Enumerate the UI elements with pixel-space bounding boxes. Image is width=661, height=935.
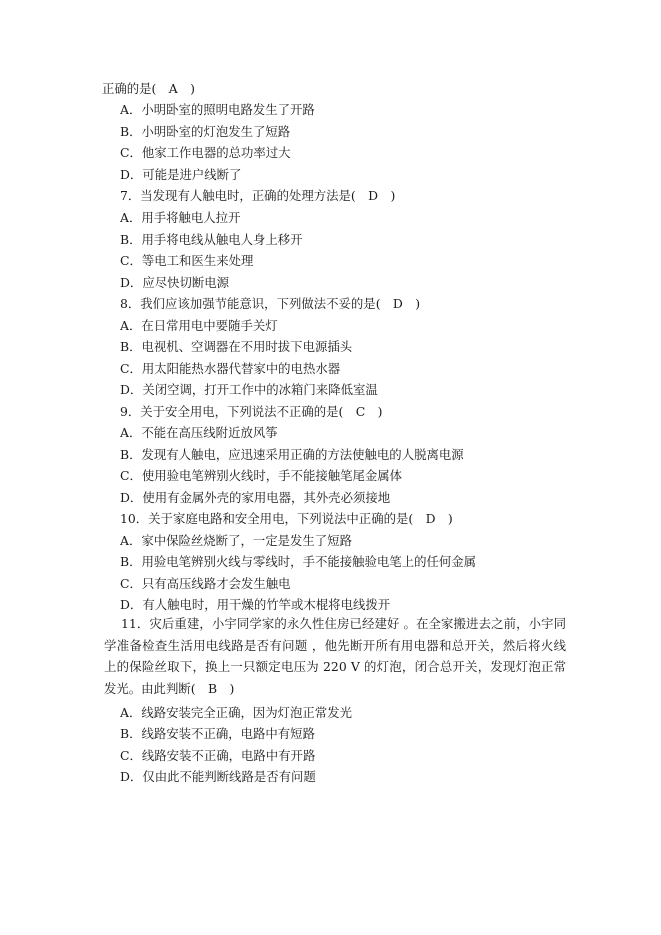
q11-option-a: A．线路安装完全正确，因为灯泡正常发光 bbox=[120, 705, 352, 720]
q9-option-d: D．使用有金属外壳的家用电器，其外壳必须接地 bbox=[120, 490, 391, 505]
q9-option-b: B．发现有人触电，应迅速采用正确的方法使触电的人脱离电源 bbox=[120, 447, 464, 462]
q8-option-a: A．在日常用电中要随手关灯 bbox=[120, 318, 278, 333]
question-11-stem: 11．灾后重建，小宇同学家的永久性住房已经建好 。在全家搬进去之前，小宇同学准备检查生活用电线路是否有问题 ，他先断开所有用电器和总开关，然后将火线上的保险丝取下，换上一只额定电压为 220 V 的灯泡，闭合总开关，发现灯泡正常发光。由此判断( B ) bbox=[104, 616, 566, 696]
q8-option-c: C．用太阳能热水器代替家中的电热水器 bbox=[120, 361, 341, 376]
q9-option-c: C．使用验电笔辨别火线时，手不能接触笔尾金属体 bbox=[120, 468, 403, 483]
question-7-stem: 7．当发现有人触电时，正确的处理方法是( D ) bbox=[120, 188, 396, 203]
option-b: B．小明卧室的灯泡发生了短路 bbox=[120, 124, 291, 139]
q11-option-b: B．线路安装不正确，电路中有短路 bbox=[120, 726, 315, 741]
q10-option-b: B．用验电笔辨别火线与零线时，手不能接触验电笔上的任何金属 bbox=[120, 554, 477, 569]
q11-option-c: C．线路安装不正确，电路中有开路 bbox=[120, 748, 316, 763]
q7-option-c: C．等电工和医生来处理 bbox=[120, 253, 254, 268]
q11-option-d: D．仅由此不能判断线路是否有问题 bbox=[120, 769, 316, 784]
q7-option-d: D．应尽快切断电源 bbox=[120, 275, 230, 290]
q9-option-a: A．不能在高压线附近放风筝 bbox=[120, 425, 278, 440]
q7-option-b: B．用手将电线从触电人身上移开 bbox=[120, 232, 303, 247]
q10-option-c: C．只有高压线路才会发生触电 bbox=[120, 576, 291, 591]
q8-option-d: D．关闭空调，打开工作中的冰箱门来降低室温 bbox=[120, 382, 378, 397]
option-a: A．小明卧室的照明电路发生了开路 bbox=[120, 102, 315, 117]
question-9-stem: 9．关于安全用电，下列说法不正确的是( C ) bbox=[120, 404, 383, 419]
intro-line: 正确的是( A ) bbox=[102, 81, 195, 96]
option-d: D．可能是进户线断了 bbox=[120, 167, 242, 182]
option-c: C．他家工作电器的总功率过大 bbox=[120, 145, 291, 160]
q10-option-d: D．有人触电时，用干燥的竹竿或木棍将电线拨开 bbox=[120, 597, 391, 612]
question-10-stem: 10．关于家庭电路和安全用电，下列说法中正确的是( D ) bbox=[120, 511, 453, 526]
q10-option-a: A．家中保险丝烧断了，一定是发生了短路 bbox=[120, 533, 352, 548]
q8-option-b: B．电视机、空调器在不用时拔下电源插头 bbox=[120, 339, 353, 354]
q7-option-a: A．用手将触电人拉开 bbox=[120, 210, 241, 225]
question-8-stem: 8．我们应该加强节能意识，下列做法不妥的是( D ) bbox=[120, 296, 421, 311]
